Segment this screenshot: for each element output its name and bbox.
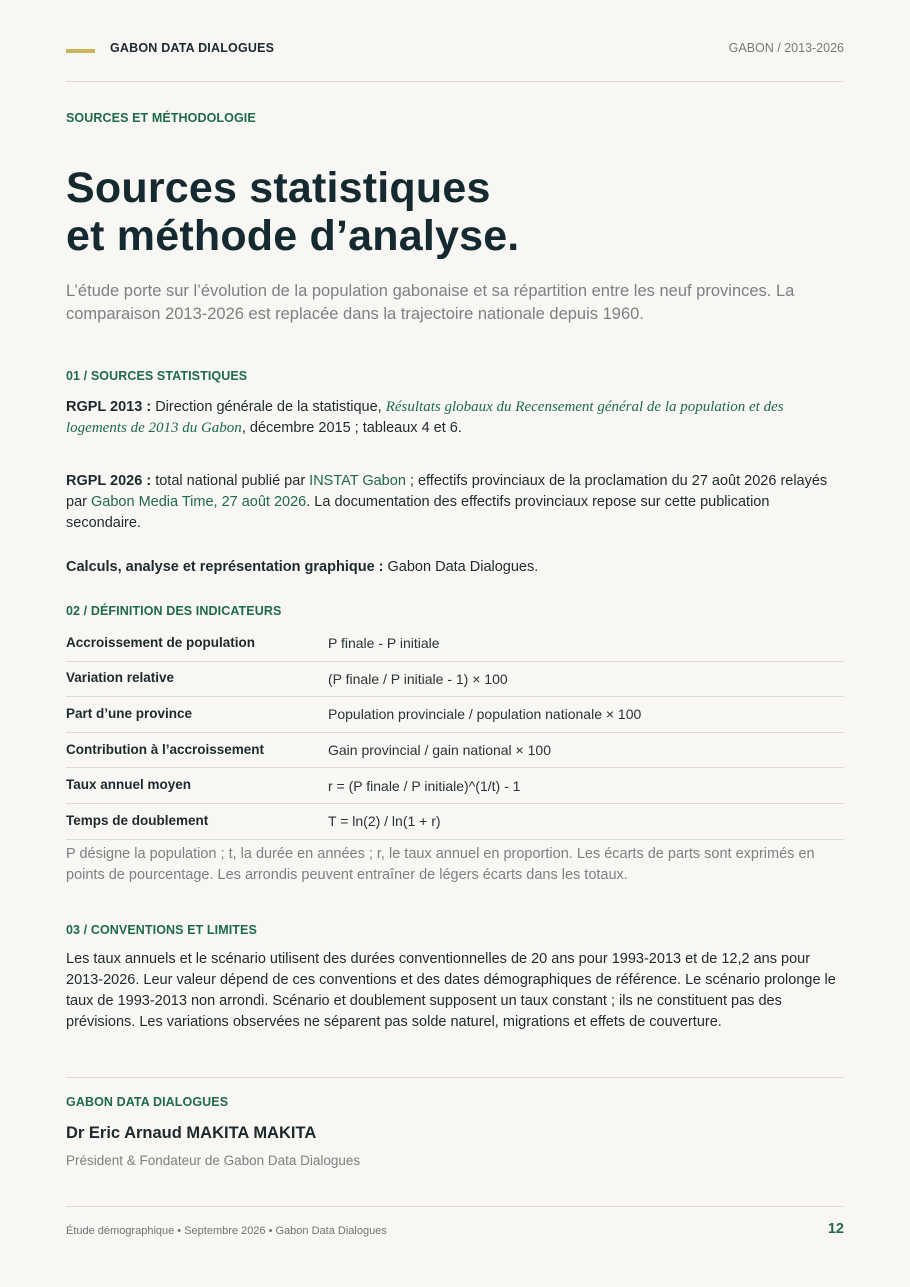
indicator-formula: (P finale / P initiale - 1) × 100 <box>328 661 844 697</box>
page-title-line-1: Sources statistiques <box>66 164 491 212</box>
indicator-name: Taux annuel moyen <box>66 768 328 804</box>
page-title-line-2: et méthode d’analyse. <box>66 212 520 260</box>
table-row <box>66 626 844 661</box>
indicator-formula: Population provinciale / population nationale × 100 <box>328 697 844 733</box>
table-row <box>66 803 844 839</box>
footer-divider <box>66 1206 844 1207</box>
author-name: Dr Eric Arnaud MAKITA MAKITA <box>66 1124 317 1142</box>
author-role: Président & Fondateur de Gabon Data Dialogues <box>66 1153 361 1168</box>
conventions-heading: 03 / CONVENTIONS ET LIMITES <box>66 923 257 937</box>
indicators-table <box>66 626 844 840</box>
source-rgpl-2026 <box>66 471 844 534</box>
signature-organization: GABON DATA DIALOGUES <box>66 1095 229 1109</box>
indicator-formula: T = ln(2) / ln(1 + r) <box>328 803 844 839</box>
table-row <box>66 732 844 768</box>
table-row <box>66 661 844 697</box>
page-header <box>66 38 844 60</box>
brand-accent-bar <box>66 49 95 53</box>
signature-divider <box>66 1077 844 1078</box>
rgpl-2013-publication-title: Résultats globaux du Recensement général de la population et des logements de 2013 du Gabon <box>66 399 784 436</box>
indicator-name: Temps de doublement <box>66 803 328 839</box>
indicators-note: P désigne la population ; t, la durée en années ; r, le taux annuel en proportion. Les écarts de parts sont exprimés en points de pourcentage. Les arrondis peuvent entraîner de légers écarts dans les totaux. <box>66 846 815 883</box>
rgpl-2013-label: RGPL 2013 : <box>66 399 152 415</box>
source-calculs <box>66 557 844 578</box>
section-kicker: SOURCES ET MÉTHODOLOGIE <box>66 111 256 125</box>
indicator-name: Variation relative <box>66 661 328 697</box>
rgpl-2013-text-before: Direction générale de la statistique, <box>151 399 386 415</box>
indicator-formula: r = (P finale / P initiale)^(1/t) - 1 <box>328 768 844 804</box>
header-period: GABON / 2013-2026 <box>728 41 844 55</box>
rgpl-2026-text-2: ; effectifs provinciaux de la proclamation du 27 août 2026 relayés par <box>66 473 828 510</box>
indicator-formula: P finale - P initiale <box>328 626 844 661</box>
header-brand: GABON DATA DIALOGUES <box>110 41 275 55</box>
lead-paragraph: L’étude porte sur l’évolution de la population gabonaise et sa répartition entre les neuf provinces. La comparaison 2013-2026 est replacée dans la trajectoire nationale depuis 1960. <box>66 282 795 323</box>
rgpl-2026-text-1: total national publié par <box>151 473 310 489</box>
indicator-name: Part d’une province <box>66 697 328 733</box>
source-rgpl-2013 <box>66 397 844 439</box>
indicator-name: Contribution à l’accroissement <box>66 732 328 768</box>
indicator-formula: Gain provincial / gain national × 100 <box>328 732 844 768</box>
rgpl-2026-text-3: . La documentation des effectifs provinciaux repose sur cette publication secondaire. <box>66 494 770 531</box>
indicator-name: Accroissement de population <box>66 626 328 661</box>
calculs-label: Calculs, analyse et représentation graphique : <box>66 559 384 575</box>
header-divider <box>66 81 844 82</box>
gabon-media-time-link[interactable]: Gabon Media Time, 27 août 2026 <box>91 494 307 510</box>
rgpl-2026-label: RGPL 2026 : <box>66 473 152 489</box>
table-row <box>66 697 844 733</box>
footer-caption: Étude démographique • Septembre 2026 • Gabon Data Dialogues <box>66 1225 387 1237</box>
page-title <box>66 164 519 260</box>
instat-gabon-link[interactable]: INSTAT Gabon <box>309 473 406 489</box>
sources-heading: 01 / SOURCES STATISTIQUES <box>66 369 248 383</box>
rgpl-2013-text-after: , décembre 2015 ; tableaux 4 et 6. <box>241 420 462 436</box>
indicators-heading: 02 / DÉFINITION DES INDICATEURS <box>66 604 282 618</box>
conventions-paragraph: Les taux annuels et le scénario utilisent des durées conventionnelles de 20 ans pour 1993-2013 et de 12,2 ans pour 2013-2026. Leur valeur dépend de ces conventions et des dates démographiques de référence. Le scénario prolonge le taux de 1993-2013 non arrondi. Scénario et doublement supposent un taux constant ; ils ne constituent pas des prévisions. Les variations observées ne séparent pas solde naturel, migrations et effets de couverture. <box>66 951 836 1030</box>
table-row <box>66 768 844 804</box>
calculs-text: Gabon Data Dialogues. <box>383 559 539 575</box>
page-number: 12 <box>827 1221 844 1237</box>
